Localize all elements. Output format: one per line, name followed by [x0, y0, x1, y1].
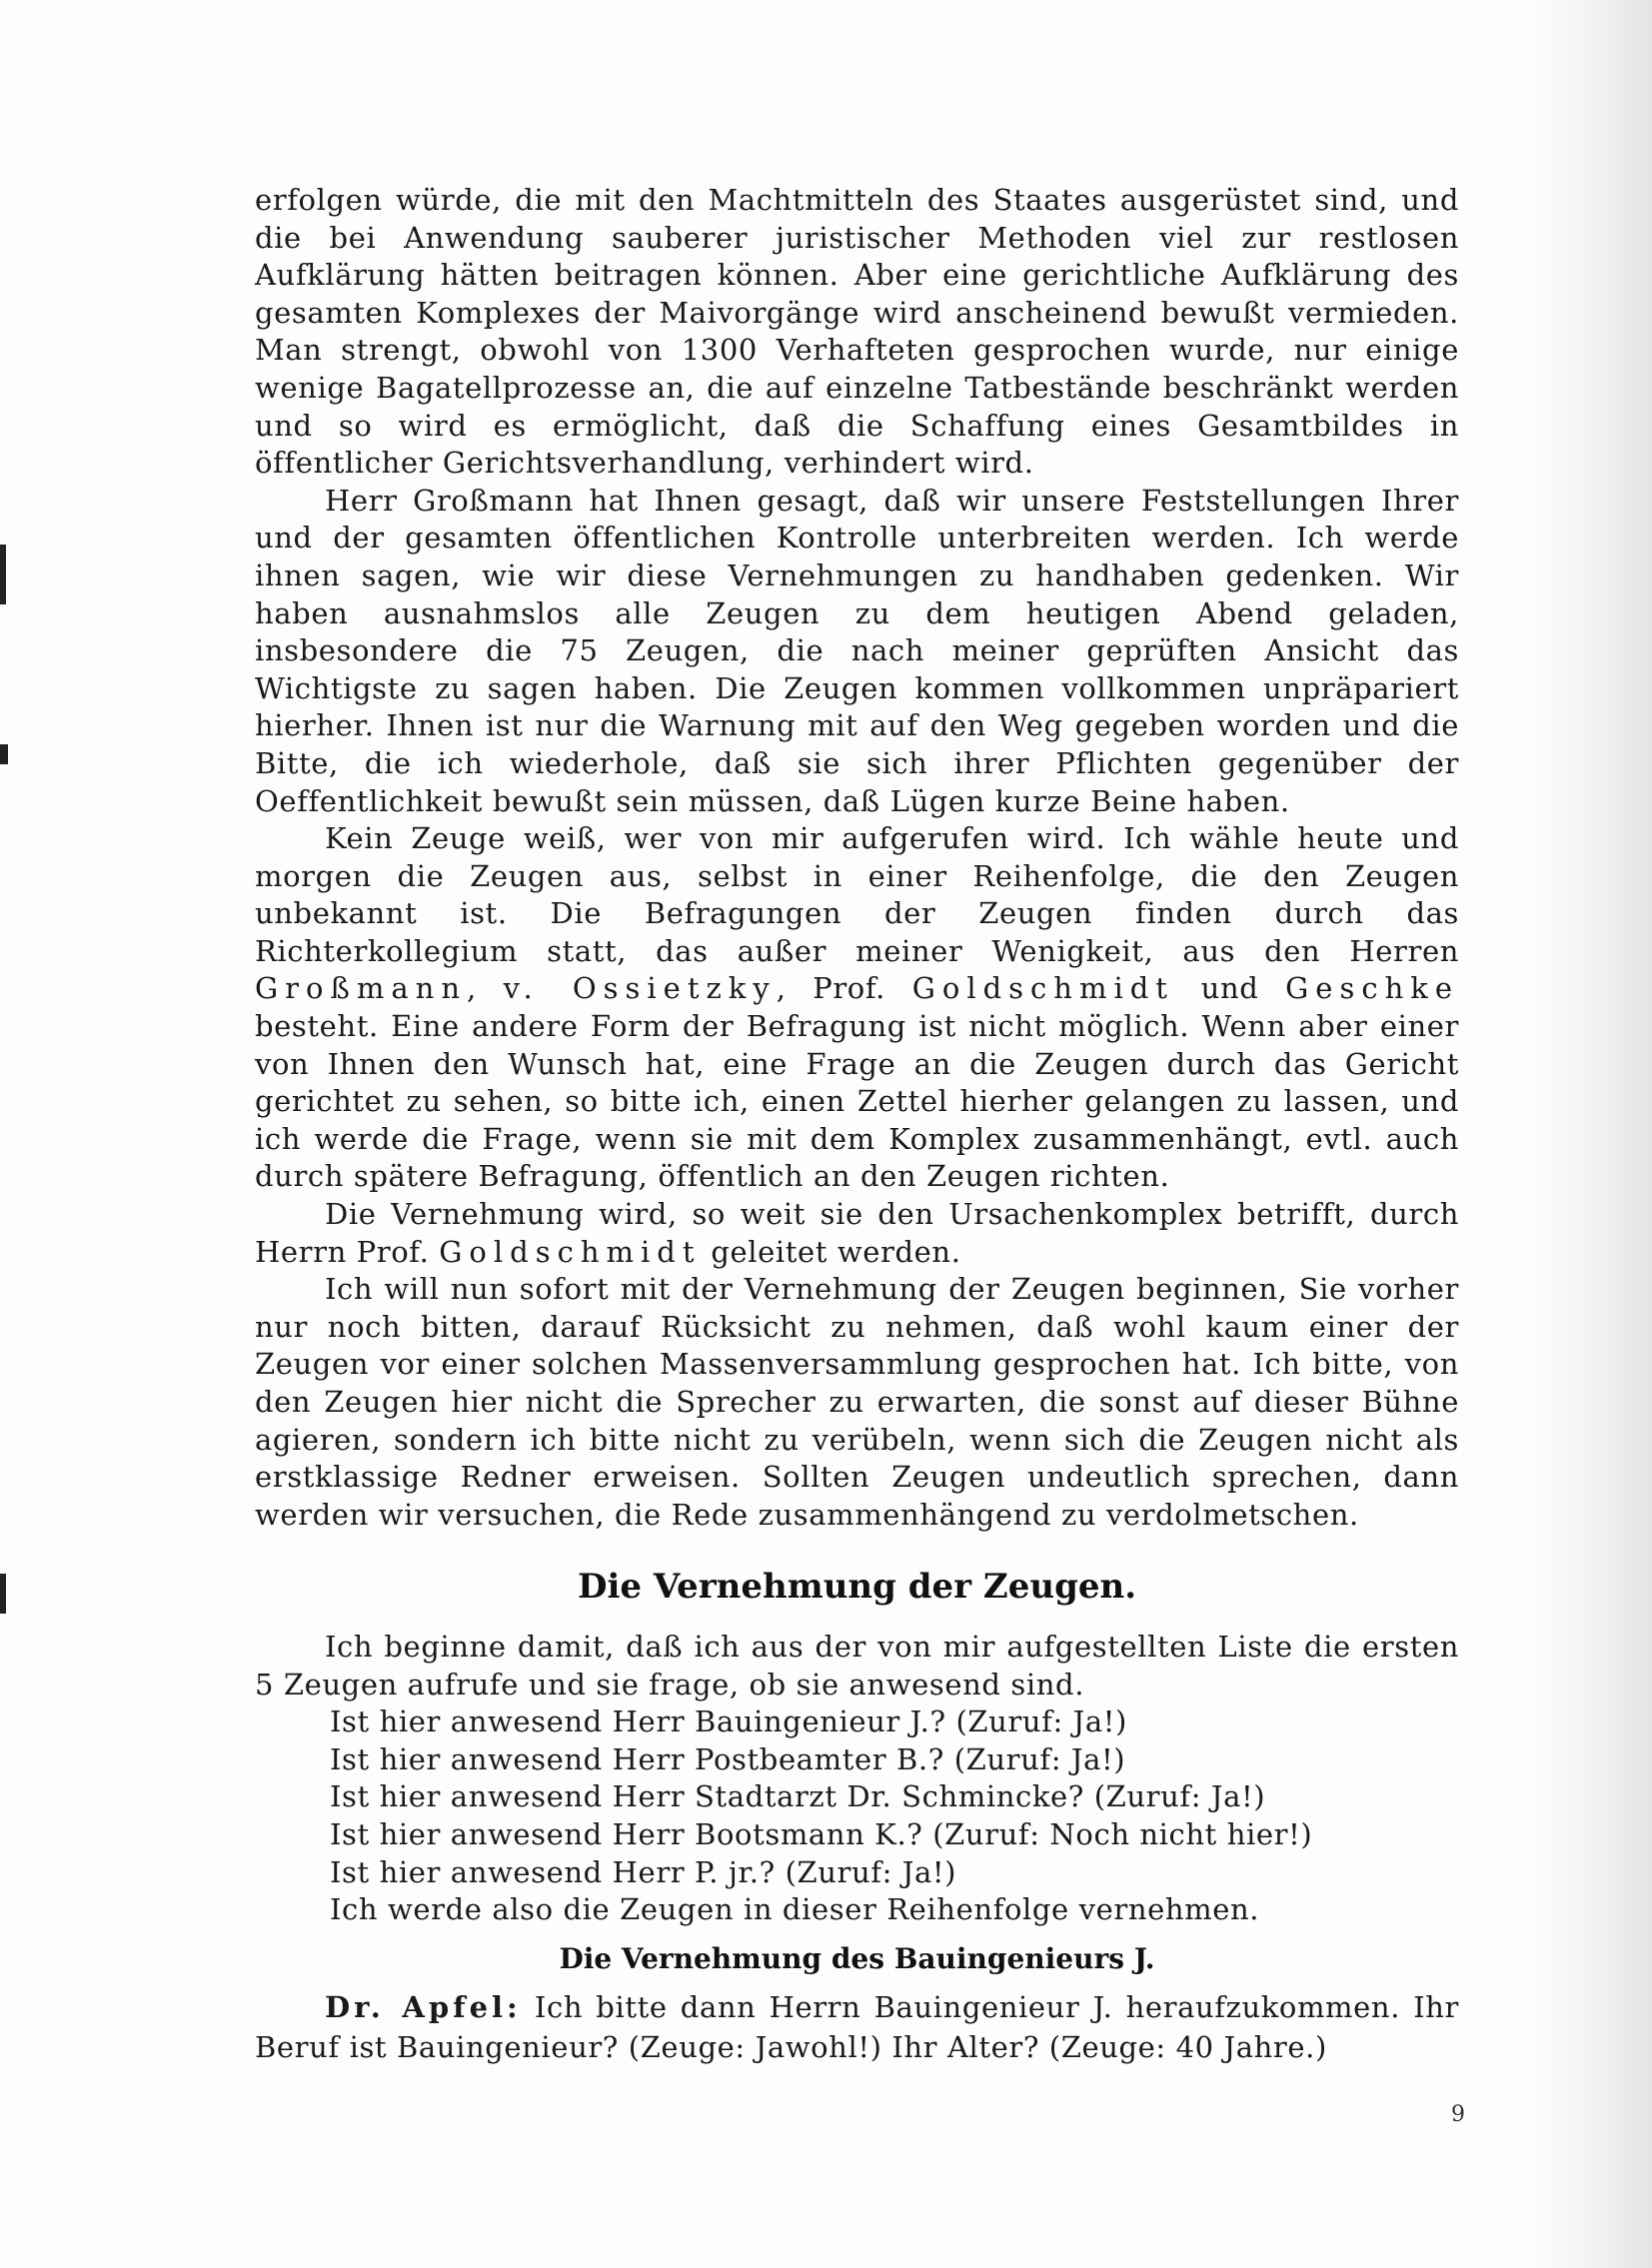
- scan-margin-mark: [0, 744, 8, 764]
- text-run: besteht. Eine andere Form der Befragung ist nicht möglich. Wenn aber einer von Ihnen den Wunsch hat, eine Frage an die Zeugen durch das Gericht gerichtet zu sehen, so bitte ich, einen Zettel hierher gelangen zu lassen, und ich werde die Frage, wenn sie mit dem Komplex zusammenhängt, evtl. auch durch spätere Befragung, öffentlich an den Zeugen richten.: [255, 1009, 1459, 1194]
- name-spaced: Großmann: [255, 971, 468, 1006]
- paragraph: [255, 1196, 1459, 1271]
- name-spaced: Geschke: [1285, 971, 1459, 1006]
- section-heading: Die Vernehmung der Zeugen.: [577, 1567, 1137, 1607]
- scan-edge-noise: [1532, 0, 1652, 2268]
- name-spaced: Goldschmidt: [911, 971, 1174, 1006]
- paragraph: erfolgen würde, die mit den Machtmitteln des Staates ausgerüstet sind, und die bei Anwendung sauberer juristischer Methoden viel zur restlosen Aufklärung hätten beitragen können. Aber eine gerichtliche Aufklärung des gesamten Komplexes der Maivorgänge wird anscheinend bewußt vermieden. Man strengt, obwohl von 1300 Verhafteten gesprochen wurde, nur einige wenige Bagatellprozesse an, die auf einzelne Tatbestände beschränkt werden und so wird es ermöglicht, daß die Schaffung eines Gesamtbildes in öffentlicher Gerichtsverhandlung, verhindert wird.: [255, 183, 1459, 481]
- paragraph: Ich beginne damit, daß ich aus der von mir aufgestellten Liste die ersten 5 Zeugen aufrufe und sie frage, ob sie anwesend sind.: [255, 1630, 1459, 1701]
- text-run: Kein Zeuge weiß, wer von mir aufgerufen wird. Ich wähle heute und morgen die Zeugen aus, selbst in einer Reihenfolge, die den Zeugen unbekannt ist. Die Befragungen der Zeugen finden durch das Richterkollegium statt, das außer meiner Wenigkeit, aus den Herren: [255, 821, 1459, 968]
- scan-margin-mark: [0, 545, 6, 604]
- paragraph: [255, 1987, 1459, 2067]
- body-text-section-1: [255, 182, 1459, 1534]
- call-line: Ist hier anwesend Herr Bauingenieur J.? (Zuruf: Ja!): [330, 1704, 1127, 1739]
- call-line: Ist hier anwesend Herr Postbeamter B.? (Zuruf: Ja!): [330, 1741, 1126, 1776]
- text-run: , Prof.: [776, 971, 912, 1006]
- call-line: Ist hier anwesend Herr Stadtarzt Dr. Schmincke? (Zuruf: Ja!): [330, 1779, 1266, 1814]
- body-text-section-2: [255, 1629, 1459, 1929]
- body-text-section-3: [255, 1987, 1459, 2067]
- call-line: Ist hier anwesend Herr P. jr.? (Zuruf: Ja!): [330, 1854, 957, 1889]
- name-spaced: Goldschmidt: [439, 1234, 702, 1269]
- page-number: 9: [1451, 2102, 1465, 2127]
- text-run: Ich bitte dann Herrn Bauingenieur J. heraufzukommen. Ihr Beruf ist Bauingenieur? (Zeuge: Jawohl!) Ihr Alter? (Zeuge: 40 Jahre.): [255, 1990, 1459, 2064]
- text-run: geleitet werden.: [701, 1234, 961, 1269]
- name-spaced: v. Ossietzky: [503, 971, 777, 1006]
- subsection-heading: Die Vernehmung des Bauingenieurs J.: [559, 1942, 1155, 1975]
- scan-margin-mark: [0, 1574, 6, 1614]
- speaker-label: Dr. Apfel:: [325, 1990, 522, 2024]
- paragraph: Ich werde also die Zeugen in dieser Reihenfolge vernehmen.: [330, 1892, 1260, 1927]
- paragraph: Herr Großmann hat Ihnen gesagt, daß wir unsere Feststellungen Ihrer und der gesamten öffentlichen Kontrolle unterbreiten werden. Ich werde ihnen sagen, wie wir diese Vernehmungen zu handhaben gedenken. Wir haben ausnahmslos alle Zeugen zu dem heutigen Abend geladen, insbesondere die 75 Zeugen, die nach meiner geprüften Ansicht das Wichtigste zu sagen haben. Die Zeugen kommen vollkommen unpräpariert hierher. Ihnen ist nur die Warnung mit auf den Weg gegeben worden und die Bitte, die ich wiederhole, daß sie sich ihrer Pflichten gegenüber der Oeffentlichkeit bewußt sein müssen, daß Lügen kurze Beine haben.: [255, 483, 1459, 818]
- text-run: Die Vernehmung wird, so weit sie den Ursachenkomplex betrifft, durch Herrn Prof.: [255, 1197, 1459, 1269]
- paragraph: [255, 820, 1459, 1196]
- text-run: ,: [467, 971, 504, 1006]
- call-line: Ist hier anwesend Herr Bootsmann K.? (Zuruf: Noch nicht hier!): [330, 1816, 1313, 1851]
- paragraph: Ich will nun sofort mit der Vernehmung der Zeugen beginnen, Sie vorher nur noch bitten, darauf Rücksicht zu nehmen, daß wohl kaum einer der Zeugen vor einer solchen Massenversammlung gesprochen hat. Ich bitte, von den Zeugen hier nicht die Sprecher zu erwarten, die sonst auf dieser Bühne agieren, sondern ich bitte nicht zu verübeln, wenn sich die Zeugen nicht als erstklassige Redner erweisen. Sollten Zeugen undeutlich sprechen, dann werden wir versuchen, die Rede zusammenhängend zu verdolmetschen.: [255, 1272, 1459, 1532]
- text-run: und: [1173, 971, 1286, 1006]
